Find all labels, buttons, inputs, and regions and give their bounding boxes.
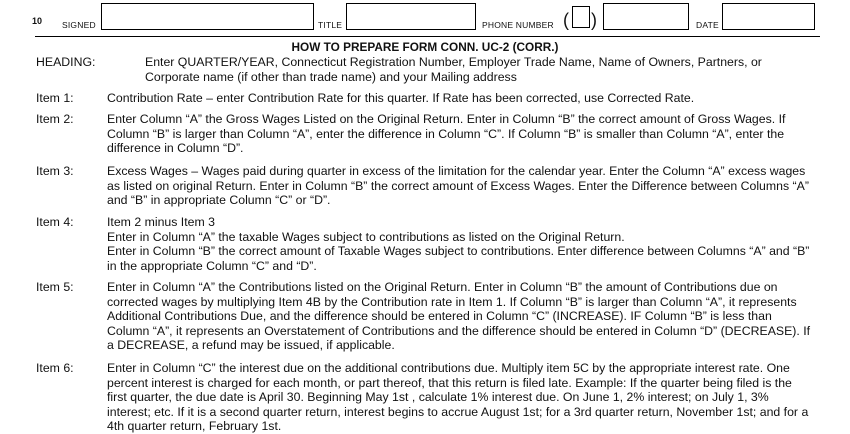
line-number: 10 (32, 16, 43, 26)
item-4-text (107, 215, 815, 273)
item-4-line-2: Enter in Column “A” the taxable Wages subject to contributions as listed on the Original Return. (107, 229, 625, 244)
area-code-close-paren: ) (591, 10, 597, 30)
item-5-text: Enter in Column “A” the Contributions listed on the Original Return. Enter in Column “B” the amount of Contributions due on corrected wages by multiplying Item 4B by the Contribution rate in Item 1. If Column “B” is larger than Column “A”, it represents Additional Contributions Due, and the difference should be entered in Column “C” (INCREASE). IF Column “B” is less than Column “A”, it represents an Overstatement of Contributions and the difference should be entered in Column “D” (DECREASE). If a DECREASE, a refund may be issued, if applicable. (107, 280, 811, 353)
item-1-text: Contribution Rate – enter Contribution Rate for this quarter. If Rate has been corrected, use Corrected Rate. (107, 91, 695, 105)
signature-row (0, 0, 850, 36)
area-code-open-paren: ( (563, 10, 569, 30)
form-title: HOW TO PREPARE FORM CONN. UC-2 (CORR.) (291, 40, 559, 54)
item-3-label: Item 3: (36, 164, 74, 178)
title-label: TITLE (318, 20, 343, 30)
item-5-label: Item 5: (36, 280, 74, 294)
item-3-text: Excess Wages – Wages paid during quarter in excess of the limitation for the calendar year. Enter the Column “A” excess wages as listed on original Return. Enter in Column “B” the correct amount of Excess Wages. Enter the Difference between Columns “A” and “B” in appropriate Column “C” or “D”. (107, 164, 809, 208)
item-4-line-3: Enter in Column “B” the correct amount of Taxable Wages subject to contributions. Enter difference between Columns “A” and “B” in the appropriate Column “C” and “D”. (107, 244, 810, 273)
date-label: DATE (696, 20, 719, 30)
item-6-text: Enter in Column “C” the interest due on the additional contributions due. Multiply item 5C by the appropriate interest rate. One percent interest is charged for each month, or part thereof, that this return is filed late. Example: If the quarter being filed is the first quarter, the due date is April 30. Beginning May 1st , calculate 1% interest due. On June 1, 2% interest; on July 1, 3% interest; etc. If it is a second quarter return, interest begins to accrue August 1st; for a 3rd quarter return, November 1st; and for a 4th quarter return, February 1st. (107, 361, 809, 434)
section-divider (35, 36, 820, 37)
area-code-field[interactable] (572, 6, 590, 28)
item-2-text: Enter Column “A” the Gross Wages Listed on the Original Return. Enter in Column “B” the correct amount of Gross Wages. If Column “B” is larger than Column “A”, enter the difference in Column “C”. If Column “B” is smaller than Column “A”, enter the difference in Column “D”. (107, 112, 786, 156)
heading-text: Enter QUARTER/YEAR, Connecticut Registration Number, Employer Trade Name, Name of Owners, Partners, or Corporate name (if other than trade name) and your Mailing address (145, 55, 762, 84)
heading-label: HEADING: (36, 55, 96, 69)
title-field[interactable] (346, 3, 476, 30)
signed-field[interactable] (101, 3, 314, 30)
phone-label: PHONE NUMBER (482, 20, 554, 30)
item-1-label: Item 1: (36, 91, 74, 105)
signed-label: SIGNED (62, 20, 96, 30)
item-2-label: Item 2: (36, 112, 74, 126)
item-4-line-1: Item 2 minus Item 3 (107, 215, 215, 229)
item-6-label: Item 6: (36, 361, 74, 375)
phone-number-field[interactable] (603, 3, 689, 30)
item-4-label: Item 4: (36, 215, 74, 229)
date-field[interactable] (722, 3, 815, 30)
